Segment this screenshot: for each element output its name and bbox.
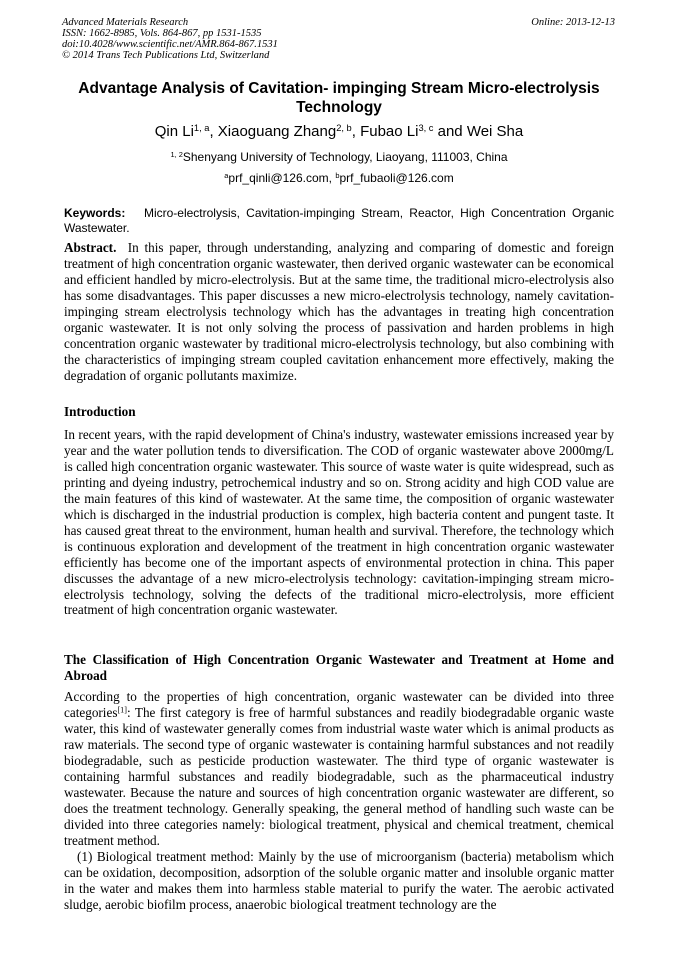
citation-ref: [1] <box>117 705 127 715</box>
issn-line: ISSN: 1662-8985, Vols. 864-867, pp 1531-1535 <box>62 28 262 39</box>
introduction-heading: Introduction <box>64 404 136 419</box>
copyright-line: © 2014 Trans Tech Publications Ltd, Switzerland <box>62 50 270 61</box>
paper-title: Advantage Analysis of Cavitation- impinging Stream Micro-electrolysis Technology <box>78 80 600 116</box>
affiliation <box>64 150 614 164</box>
keywords <box>64 206 614 236</box>
affiliation-text: Shenyang University of Technology, Liaoyang, 111003, China <box>182 150 508 164</box>
author-name: Fubao Li <box>360 123 419 140</box>
abstract-label: Abstract. <box>64 240 117 255</box>
keywords-label: Keywords: <box>64 206 126 220</box>
author-list <box>64 122 614 141</box>
abstract <box>64 240 614 384</box>
classification-text-rest: : The first category is free of harmful substances and readily biodegradable organic waste water, this kind of wastewater generally comes from industrial waste water which is animal products as raw materials. The second type of organic wastewater is containing harmful substances and not readily biodegradable, such as pesticide production wastewater. The third type of organic wastewater is containing harmful substances and readily biodegradable, such as the pharmaceutical industry wastewater. Because the nature and sources of high concentration organic wastewater are different, so does the treatment technology. Generally speaking, the general method of handling such waste can be divided into three categories namely: biological treatment, physical and chemical treatment, chemical treatment method. <box>64 704 614 848</box>
email-mark: b <box>335 170 340 180</box>
author-separator: , <box>209 123 218 140</box>
classification-heading: The Classification of High Concentration Organic Wastewater and Treatment at Home and Abroad <box>64 652 614 683</box>
online-date: Online: 2013-12-13 <box>531 17 615 28</box>
classification-paragraph <box>64 689 614 849</box>
affiliation-mark: 1, 2 <box>170 149 183 159</box>
author-name: Xiaoguang Zhang <box>217 123 337 140</box>
email-text: prf_fubaoli@126.com <box>339 171 454 185</box>
author-name: Qin Li <box>154 123 194 140</box>
classification-text-start: According to the properties of high concentration, organic wastewater can be divided into three categories <box>64 689 614 720</box>
abstract-text: In this paper, through understanding, analyzing and comparing of domestic and foreign treatment of high concentration organic wastewater, then derived organic wastewater can be economical and efficient handled by micro-electrolysis. But at the same time, the traditional micro-electrolysis also has some disadvantages. This paper discusses a new micro-electrolysis technology, namely cavitation-impinging stream electrolysis technology which has the advantages in treating high concentration organic wastewater. It is not only solving the process of passivation and harden problems in high concentration organic wastewater by traditional micro-electrolysis technology, but also combining with the characteristics of impinging stream coupled cavitation enhancement more effectively, making the degradation of organic pollutants maximize. <box>64 240 615 383</box>
author-affiliation-mark: 3, c <box>418 122 434 133</box>
email-mark: a <box>224 170 229 180</box>
author-separator: , <box>351 123 361 140</box>
email-text: prf_qinli@126.com, <box>228 171 336 185</box>
keywords-text: Micro-electrolysis, Cavitation-impinging Stream, Reactor, High Concentration Organic Wastewater. <box>64 206 614 235</box>
biological-treatment-paragraph: (1) Biological treatment method: Mainly by the use of microorganism (bacteria) metabolism which can be oxidation, decomposition, adsorption of the soluble organic matter and insoluble organic matter in the water and makes them into harmless stable material to purify the water. The aerobic activated sludge, aerobic biofilm process, anaerobic biological treatment technology are the <box>64 849 614 912</box>
author-separator: and <box>433 123 467 140</box>
author-emails <box>64 171 614 185</box>
author-affiliation-mark: 1, a <box>193 122 210 133</box>
doi-line: doi:10.4028/www.scientific.net/AMR.864-867.1531 <box>62 39 278 50</box>
journal-name: Advanced Materials Research <box>62 17 189 28</box>
author-affiliation-mark: 2, b <box>336 122 352 133</box>
introduction-paragraph: In recent years, with the rapid development of China's industry, wastewater emissions increased year by year and the water pollution tends to diversification. The COD of organic wastewater above 2000mg/L is called high concentration organic wastewater. This source of waste water is quite widespread, such as printing and dyeing industry, petrochemical industry and so on. Strong acidity and high COD value are the main features of this kind of wastewater. At the same time, the composition of organic wastewater which is discharged in the industrial production is complex, high bacteria content and pungent taste. It has caused great threat to the environment, human health and survival. Therefore, the technology which is continuous exploration and development of the treatment in high concentration organic wastewater efficiently has become one of the important aspects of environmental protection in china. This paper discusses the advantage of a new micro-electrolysis technology: cavitation-impinging stream micro-electrolysis technology, solving the defects of the traditional micro-electrolysis, more efficient treatment of high concentration organic wastewater. <box>64 427 614 618</box>
author-name: Wei Sha <box>466 123 524 140</box>
